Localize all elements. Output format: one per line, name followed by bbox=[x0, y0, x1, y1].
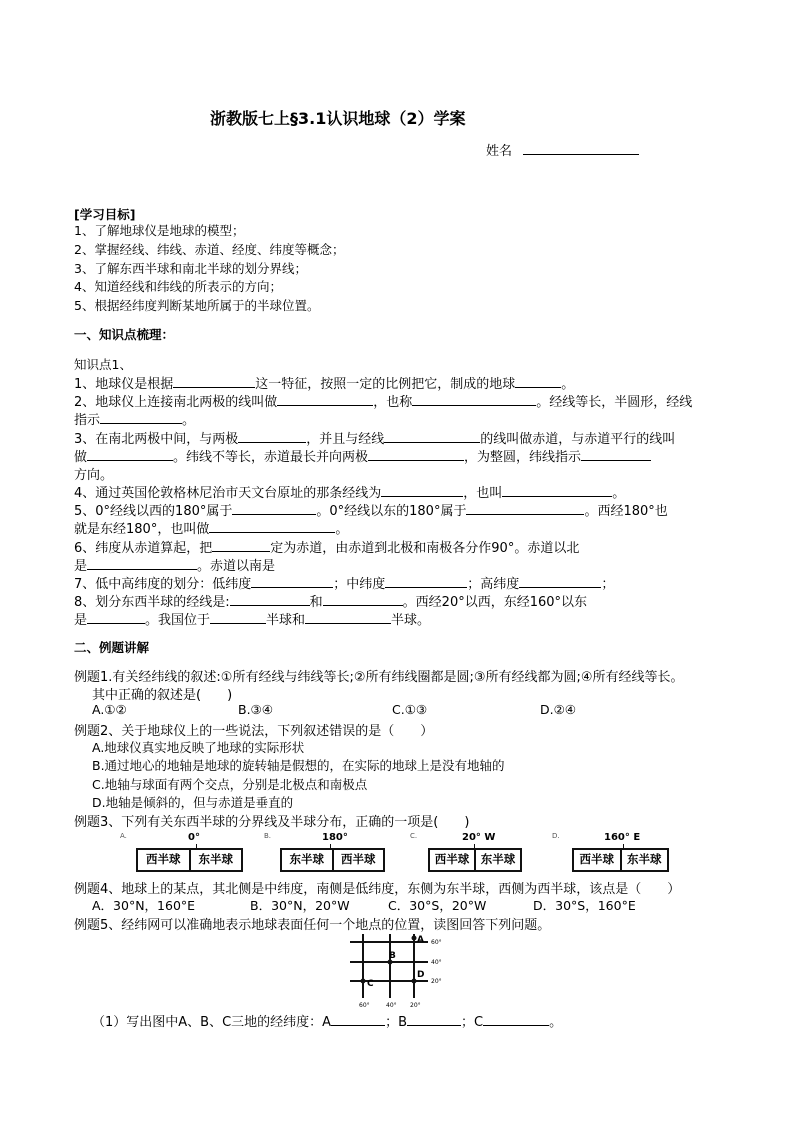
option-c[interactable]: C．30°S，20°W bbox=[388, 898, 487, 913]
answer-blank[interactable] bbox=[368, 448, 464, 461]
answer-blank[interactable] bbox=[100, 411, 182, 424]
option-d[interactable]: D.地轴是倾斜的，但与赤道是垂直的 bbox=[92, 795, 294, 810]
answer-blank[interactable] bbox=[519, 575, 601, 588]
option-d[interactable]: D.②④ bbox=[540, 702, 577, 717]
option-a[interactable]: A.地球仪真实地反映了地球的实际形状 bbox=[92, 740, 305, 755]
section1-heading: 一、知识点梳理： bbox=[74, 327, 175, 342]
section2-heading: 二、例题讲解 bbox=[74, 640, 150, 655]
answer-blank[interactable] bbox=[87, 448, 173, 461]
graticule-figure bbox=[340, 930, 460, 1010]
kp-q6-cont: 是 。赤道以南是 bbox=[74, 559, 276, 574]
lat-label: 40° bbox=[431, 959, 442, 966]
example5-stem: 例题5、经纬网可以准确地表示地球表面任何一个地点的位置，读图回答下列问题。 bbox=[74, 918, 551, 933]
example3-stem: 例题3、下列有关东西半球的分界线及半球分布，正确的一项是( ) bbox=[74, 815, 470, 830]
answer-blank[interactable] bbox=[251, 575, 333, 588]
hemisphere-figure-c[interactable]: C. 20° W 西半球 东半球 bbox=[410, 832, 535, 872]
kp-q8: 8、划分东西半球的经线是: 和 。西经20°以西，东经160°以东 bbox=[74, 595, 588, 610]
kp-q8-cont: 是 。我国位于 半球和 半球。 bbox=[74, 613, 431, 628]
lon-label: 60° bbox=[359, 1002, 370, 1009]
kp-q3-end: 方向。 bbox=[74, 468, 114, 483]
answer-blank[interactable] bbox=[502, 484, 612, 497]
answer-blank[interactable] bbox=[581, 448, 651, 461]
example1-stem2: 其中正确的叙述是( ) bbox=[92, 688, 233, 703]
kp-q3: 3、在南北两极中间，与两极 ，并且与经线 的线叫做赤道，与赤道平行的线叫 bbox=[74, 432, 676, 447]
answer-blank[interactable] bbox=[407, 1013, 461, 1026]
objectives-heading: [学习目标] bbox=[74, 207, 136, 222]
answer-blank[interactable] bbox=[381, 484, 463, 497]
kp-q2: 2、地球仪上连接南北两极的线叫做 ，也称 。经线等长，半圆形，经线 bbox=[74, 395, 693, 410]
hemisphere-figure-a[interactable]: A. 0° 西半球 东半球 bbox=[120, 832, 245, 872]
kp-q3-cont: 做 。纬线不等长，赤道最长并向两极 ，为整圆，纬线指示 bbox=[74, 446, 651, 465]
kp-q5: 5、0°经线以西的180°属于 。0°经线以东的180°属于 。西经180°也 bbox=[74, 504, 668, 519]
example5-q1: （1）写出图中A、B、C三地的经纬度：A ；B ；C 。 bbox=[92, 1015, 563, 1030]
lon-label: 40° bbox=[386, 1002, 397, 1009]
name-blank[interactable] bbox=[523, 154, 639, 155]
answer-blank[interactable] bbox=[305, 611, 391, 624]
answer-blank[interactable] bbox=[277, 393, 373, 406]
point-label-a: A bbox=[417, 935, 424, 945]
point-label-b: B bbox=[389, 951, 396, 961]
lat-label: 20° bbox=[431, 978, 442, 985]
answer-blank[interactable] bbox=[323, 593, 403, 606]
hemisphere-figure-d[interactable]: D. 160° E 西半球 东半球 bbox=[552, 832, 677, 872]
hemisphere-figure-b[interactable]: B. 180° 东半球 西半球 bbox=[264, 832, 389, 872]
lon-label: 20° bbox=[410, 1002, 421, 1009]
option-a[interactable]: A．30°N，160°E bbox=[92, 898, 196, 913]
answer-blank[interactable] bbox=[232, 502, 316, 515]
answer-blank[interactable] bbox=[385, 575, 467, 588]
objective-item: 2、掌握经线、纬线、赤道、经度、纬度等概念； bbox=[74, 242, 345, 257]
kp-q2-cont: 指示 。 bbox=[74, 413, 196, 428]
objective-item: 5、根据经纬度判断某地所属于的半球位置。 bbox=[74, 298, 320, 313]
answer-blank[interactable] bbox=[209, 520, 335, 533]
answer-blank[interactable] bbox=[515, 375, 561, 388]
name-label: 姓名 bbox=[486, 144, 513, 159]
answer-blank[interactable] bbox=[466, 502, 584, 515]
kp-q5-cont: 就是东经180°，也叫做 。 bbox=[74, 522, 349, 537]
knowledge-point-label: 知识点1、 bbox=[74, 357, 132, 372]
option-b[interactable]: B.③④ bbox=[238, 702, 273, 717]
example4-stem: 例题4、地球上的某点，其北侧是中纬度，南侧是低纬度，东侧为东半球，西侧为西半球，该点是（ ） bbox=[74, 882, 681, 897]
answer-blank[interactable] bbox=[412, 393, 536, 406]
answer-blank[interactable] bbox=[210, 611, 266, 624]
option-b[interactable]: B.通过地心的地轴是地球的旋转轴是假想的，在实际的地球上是没有地轴的 bbox=[92, 758, 505, 773]
point-label-c: C bbox=[367, 979, 374, 989]
kp-q4: 4、通过英国伦敦格林尼治市天文台原址的那条经线为 ，也叫 。 bbox=[74, 486, 626, 501]
objective-item: 4、知道经线和纬线的所表示的方向； bbox=[74, 279, 282, 294]
page-title: 浙教版七上§3.1认识地球（2）学案 bbox=[210, 109, 466, 128]
option-c[interactable]: C.①③ bbox=[392, 702, 428, 717]
answer-blank[interactable] bbox=[87, 611, 145, 624]
example1-stem: 例题1.有关经纬线的叙述:①所有经线与纬线等长;②所有纬线圈都是圆;③所有经线都为圆;④所有经线等长。 bbox=[74, 670, 684, 685]
point-label-d: D bbox=[417, 970, 425, 980]
answer-blank[interactable] bbox=[331, 1013, 385, 1026]
objective-item: 1、了解地球仪是地球的模型； bbox=[74, 223, 245, 238]
objective-item: 3、了解东西半球和南北半球的划分界线； bbox=[74, 261, 307, 276]
answer-blank[interactable] bbox=[212, 539, 270, 552]
answer-blank[interactable] bbox=[173, 375, 255, 388]
answer-blank[interactable] bbox=[238, 430, 306, 443]
kp-q7: 7、低中高纬度的划分：低纬度 ；中纬度 ；高纬度 ； bbox=[74, 577, 615, 592]
option-d[interactable]: D．30°S，160°E bbox=[533, 898, 636, 913]
option-a[interactable]: A.①② bbox=[92, 702, 127, 717]
lat-label: 60° bbox=[431, 939, 442, 946]
kp-q6: 6、纬度从赤道算起，把 定为赤道，由赤道到北极和南极各分作90°。赤道以北 bbox=[74, 541, 580, 556]
answer-blank[interactable] bbox=[483, 1013, 549, 1026]
answer-blank[interactable] bbox=[87, 557, 197, 570]
kp-q1: 1、地球仪是根据 这一特征，按照一定的比例把它，制成的地球 。 bbox=[74, 377, 575, 392]
example2-stem: 例题2、关于地球仪上的一些说法，下列叙述错误的是（ ） bbox=[74, 724, 434, 739]
answer-blank[interactable] bbox=[384, 430, 480, 443]
answer-blank[interactable] bbox=[230, 593, 310, 606]
option-c[interactable]: C.地轴与球面有两个交点，分别是北极点和南极点 bbox=[92, 777, 368, 792]
option-b[interactable]: B．30°N，20°W bbox=[250, 898, 350, 913]
